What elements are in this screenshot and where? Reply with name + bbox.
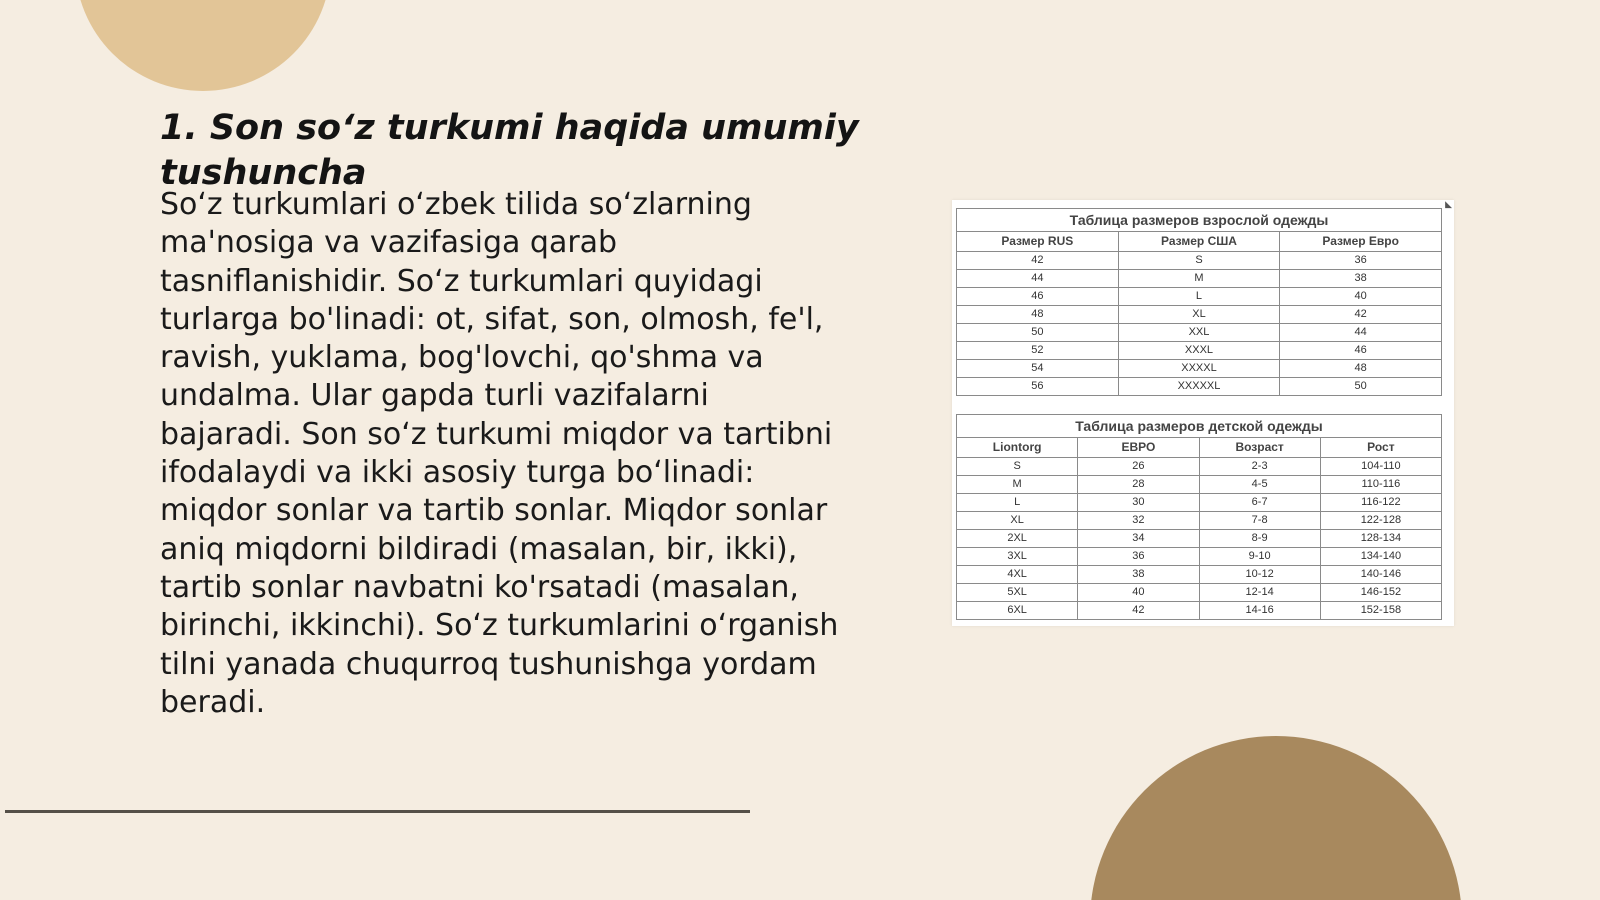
table-row — [957, 360, 1442, 378]
table-cell: 56 — [957, 378, 1119, 396]
table-cell: 28 — [1078, 476, 1199, 494]
slide-title: 1. Son soʻz turkumi haqida umumiy tushuncha — [160, 108, 859, 193]
table-cell: 9-10 — [1199, 548, 1320, 566]
table-header-cell: Рост — [1320, 438, 1441, 458]
decorative-circle-top — [75, 0, 331, 91]
table-header-cell: Размер США — [1118, 232, 1280, 252]
adult-table-caption: Таблица размеров взрослой одежды — [957, 209, 1442, 232]
table-cell: 14-16 — [1199, 602, 1320, 620]
table-row — [957, 270, 1442, 288]
table-cell: 134-140 — [1320, 548, 1441, 566]
table-header-cell: ЕВРО — [1078, 438, 1199, 458]
table-cell: 46 — [1280, 342, 1442, 360]
table-row — [957, 584, 1442, 602]
table-cell: S — [1118, 252, 1280, 270]
table-cell: 3XL — [957, 548, 1078, 566]
table-row — [957, 306, 1442, 324]
table-cell: 48 — [1280, 360, 1442, 378]
table-cell: 54 — [957, 360, 1119, 378]
table-cell: 2XL — [957, 530, 1078, 548]
table-cell: 6XL — [957, 602, 1078, 620]
table-cell: 44 — [1280, 324, 1442, 342]
table-cell: 38 — [1280, 270, 1442, 288]
table-header-cell: Размер Евро — [1280, 232, 1442, 252]
corner-mark: ◣ — [1445, 200, 1452, 210]
table-cell: 140-146 — [1320, 566, 1441, 584]
body-paragraph: Soʻz turkumlari oʻzbek tilida soʻzlarning ma'nosiga va vazifasiga qarab tasniflanishidir. Soʻz turkumlari quyidagi turlarga bo'linadi: ot, sifat, son, olmosh, fe'l, ravish, yuklama, bog'lovchi, qo'shma va undalma. Ular gapda turli vazifalarni bajaradi. Son soʻz turkumi miqdor va tartibni ifodalaydi va ikki asosiy turga boʻlinadi: miqdor sonlar va tartib sonlar. Miqdor sonlar aniq miqdorni bildiradi (masalan, bir, ikki), tartib sonlar navbatni ko'rsatadi (masalan, birinchi, ikkinchi). Soʻz turkumlarini oʻrganish tilni yanada chuqurroq tushunishga yordam beradi. — [160, 187, 839, 720]
table-cell: 36 — [1078, 548, 1199, 566]
table-row — [957, 288, 1442, 306]
table-cell: XL — [1118, 306, 1280, 324]
table-cell: 26 — [1078, 458, 1199, 476]
kids-table-caption: Таблица размеров детской одежды — [957, 415, 1442, 438]
decorative-circle-bottom — [1090, 736, 1462, 900]
table-cell: 4-5 — [1199, 476, 1320, 494]
table-cell: 30 — [1078, 494, 1199, 512]
table-cell: S — [957, 458, 1078, 476]
table-cell: XXXXXL — [1118, 378, 1280, 396]
size-tables-image — [952, 200, 1454, 626]
table-row — [957, 324, 1442, 342]
table-cell: 42 — [1280, 306, 1442, 324]
table-cell: M — [1118, 270, 1280, 288]
table-cell: 122-128 — [1320, 512, 1441, 530]
table-cell: 128-134 — [1320, 530, 1441, 548]
divider-line — [5, 810, 750, 813]
table-cell: 46 — [957, 288, 1119, 306]
table-cell: 110-116 — [1320, 476, 1441, 494]
table-row — [957, 476, 1442, 494]
table-cell: 52 — [957, 342, 1119, 360]
table-cell: 32 — [1078, 512, 1199, 530]
table-row — [957, 566, 1442, 584]
table-row — [957, 602, 1442, 620]
table-cell: 10-12 — [1199, 566, 1320, 584]
table-cell: 50 — [957, 324, 1119, 342]
table-cell: 4XL — [957, 566, 1078, 584]
table-cell: 50 — [1280, 378, 1442, 396]
table-cell: 44 — [957, 270, 1119, 288]
table-cell: 6-7 — [1199, 494, 1320, 512]
table-row — [957, 252, 1442, 270]
table-cell: L — [957, 494, 1078, 512]
table-cell: 5XL — [957, 584, 1078, 602]
table-cell: XL — [957, 512, 1078, 530]
table-row — [957, 530, 1442, 548]
kids-size-table — [956, 414, 1442, 620]
table-cell: 104-110 — [1320, 458, 1441, 476]
table-row — [957, 494, 1442, 512]
table-cell: 8-9 — [1199, 530, 1320, 548]
table-row — [957, 512, 1442, 530]
table-header-cell: Размер RUS — [957, 232, 1119, 252]
table-cell: 12-14 — [1199, 584, 1320, 602]
table-row — [957, 342, 1442, 360]
table-row — [957, 378, 1442, 396]
table-cell: 42 — [957, 252, 1119, 270]
table-cell: L — [1118, 288, 1280, 306]
table-cell: XXXXL — [1118, 360, 1280, 378]
table-cell: 42 — [1078, 602, 1199, 620]
table-cell: 36 — [1280, 252, 1442, 270]
table-cell: XXL — [1118, 324, 1280, 342]
table-cell: 7-8 — [1199, 512, 1320, 530]
table-cell: XXXL — [1118, 342, 1280, 360]
table-cell: 40 — [1078, 584, 1199, 602]
table-cell: 152-158 — [1320, 602, 1441, 620]
table-header-cell: Liontorg — [957, 438, 1078, 458]
table-cell: 38 — [1078, 566, 1199, 584]
adult-size-table — [956, 208, 1442, 396]
table-cell: 40 — [1280, 288, 1442, 306]
table-row — [957, 458, 1442, 476]
table-cell: 48 — [957, 306, 1119, 324]
table-cell: 116-122 — [1320, 494, 1441, 512]
table-cell: 34 — [1078, 530, 1199, 548]
table-header-cell: Возраст — [1199, 438, 1320, 458]
table-cell: M — [957, 476, 1078, 494]
table-cell: 2-3 — [1199, 458, 1320, 476]
table-row — [957, 548, 1442, 566]
table-cell: 146-152 — [1320, 584, 1441, 602]
